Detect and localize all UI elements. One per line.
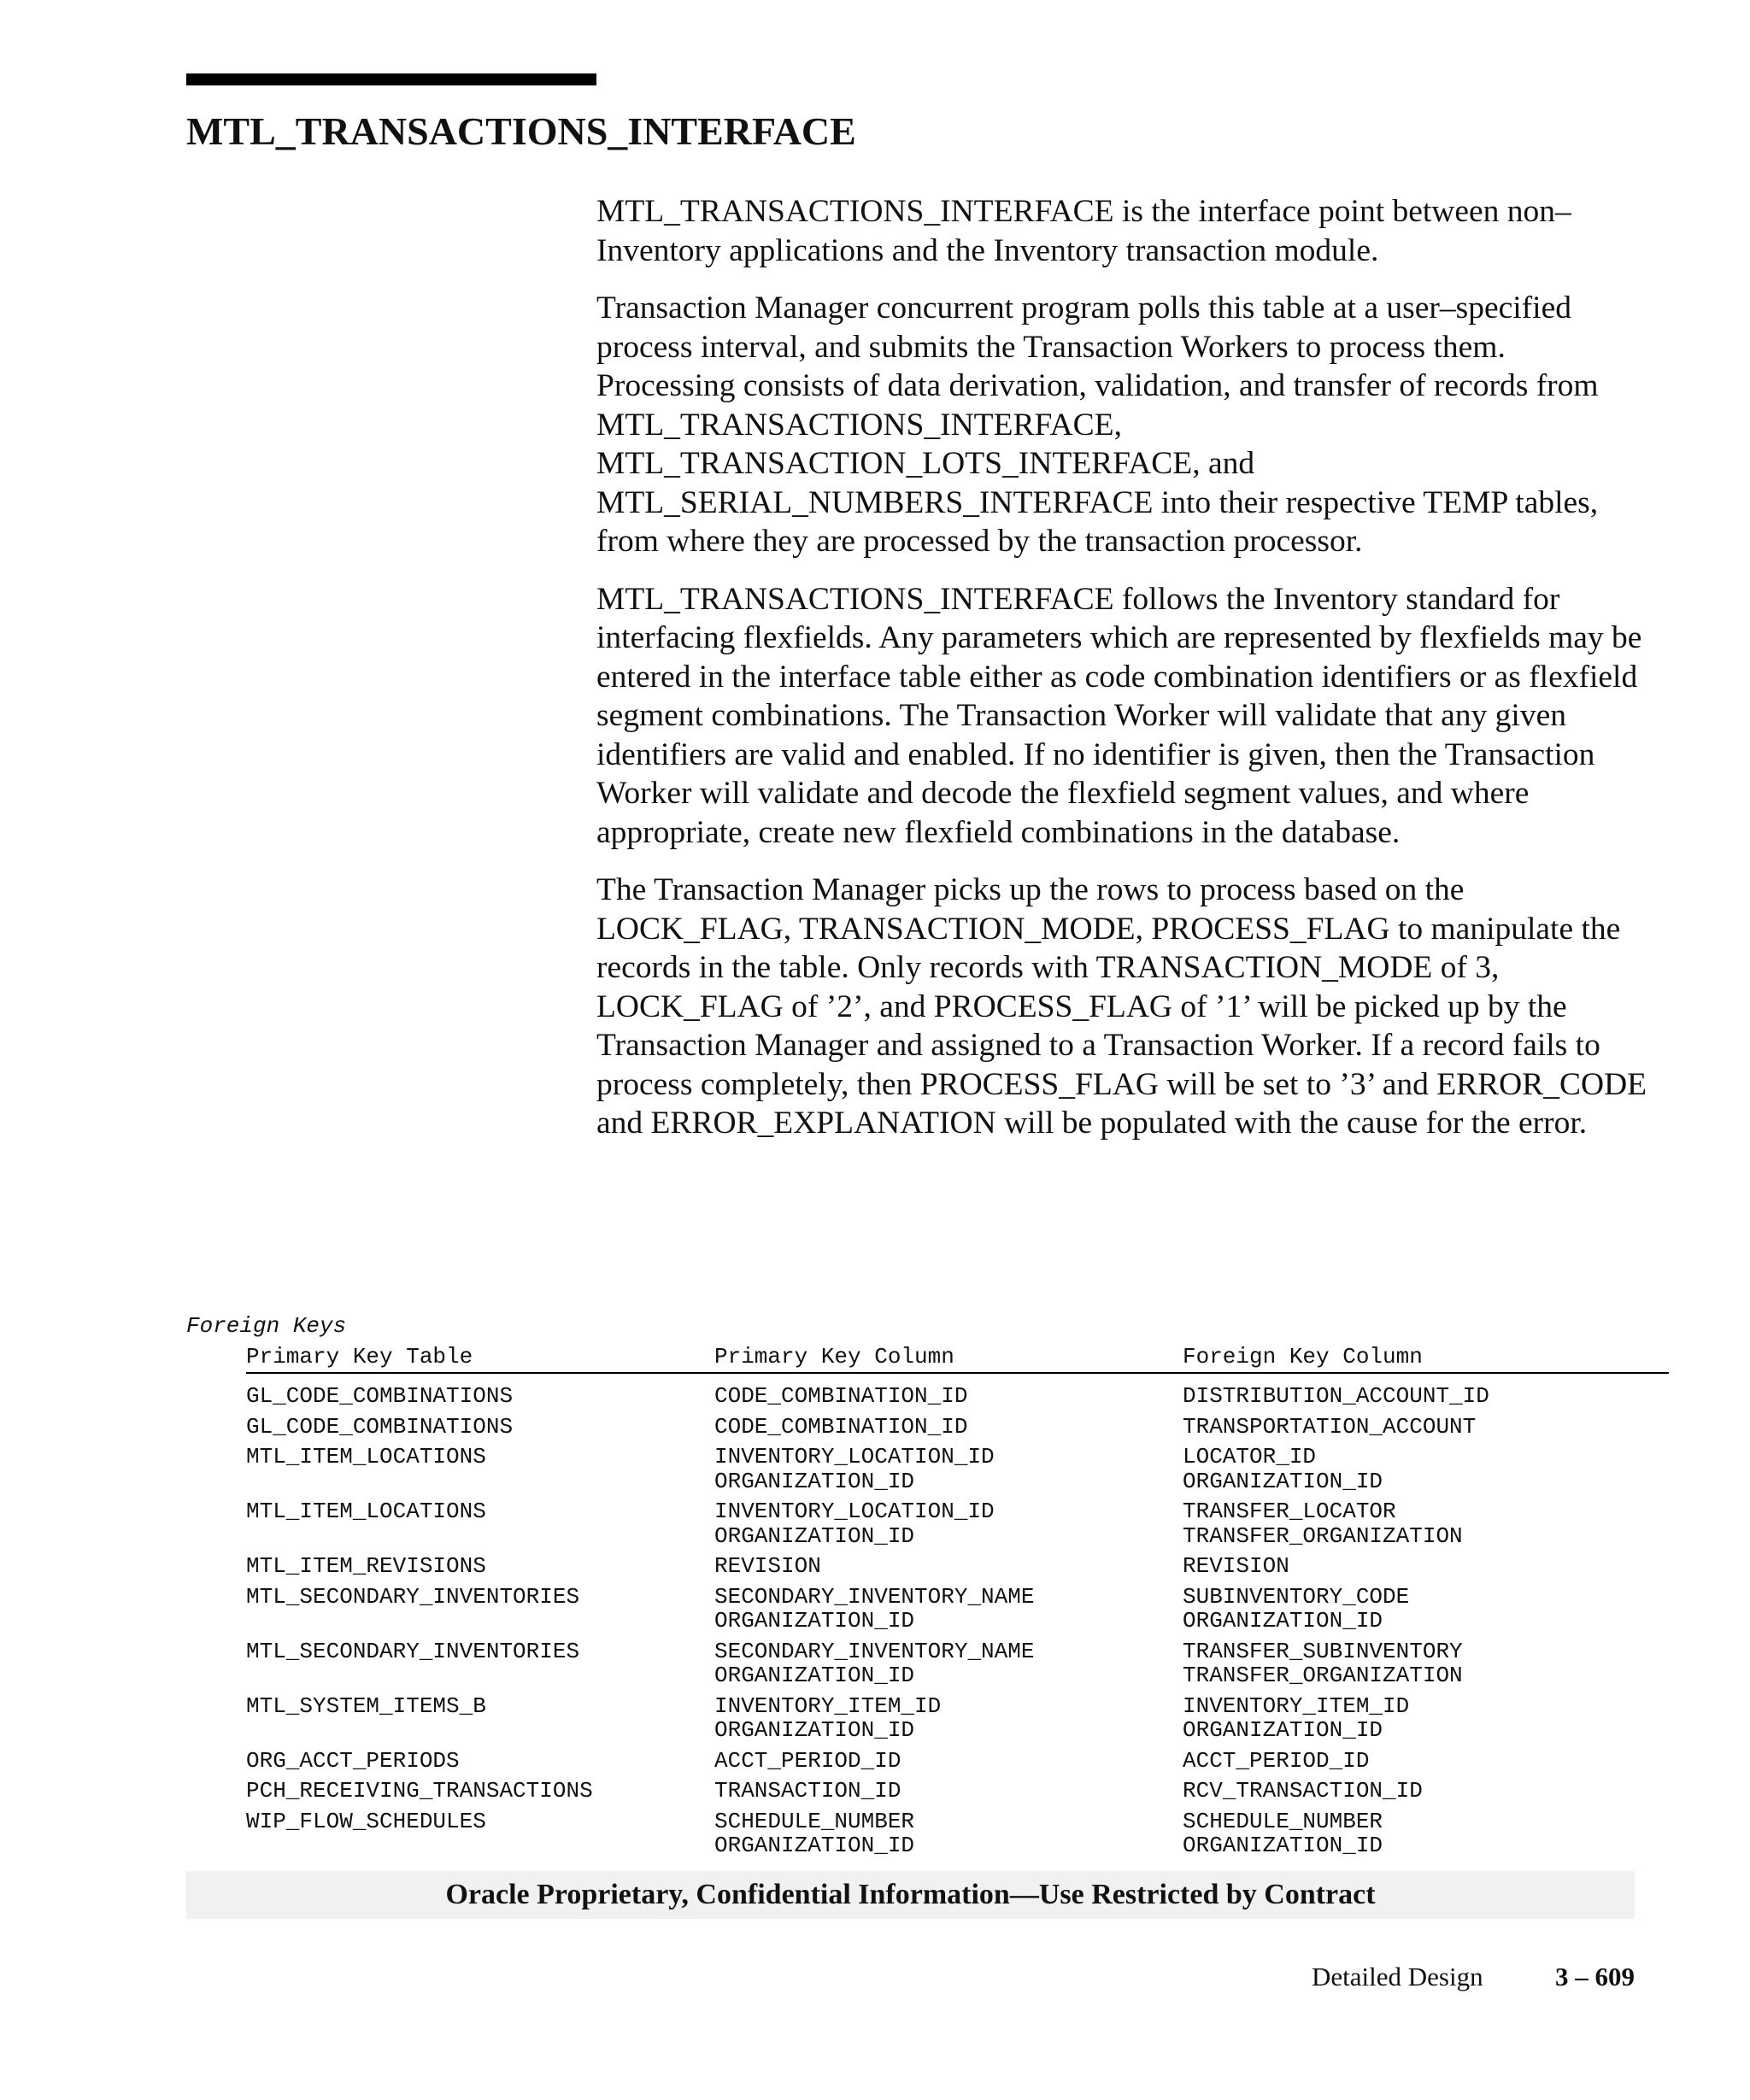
column-name: TRANSACTION_ID [714, 1778, 901, 1804]
column-name: ORGANIZATION_ID [714, 1468, 915, 1494]
column-name: SCHEDULE_NUMBER [1183, 1808, 1383, 1834]
cell-primary-key-table [246, 1384, 714, 1409]
cell-foreign-key-column [1183, 1445, 1669, 1493]
column-name: ORGANIZATION_ID [1183, 1717, 1383, 1743]
cell-primary-key-column [714, 1810, 1183, 1858]
cell-primary-key-column [714, 1694, 1183, 1743]
column-name: ORGANIZATION_ID [714, 1717, 915, 1743]
table-name: PCH_RECEIVING_TRANSACTIONS [246, 1778, 593, 1804]
column-name: INVENTORY_ITEM_ID [1183, 1692, 1410, 1719]
table-row [246, 1554, 1669, 1579]
cell-primary-key-table [246, 1640, 714, 1688]
header-primary-key-column: Primary Key Column [714, 1344, 954, 1370]
foreign-keys-header-row [246, 1341, 1669, 1374]
table-row [246, 1384, 1669, 1409]
table-name: GL_CODE_COMBINATIONS [246, 1383, 514, 1409]
table-row [246, 1640, 1669, 1688]
column-name: RCV_TRANSACTION_ID [1183, 1778, 1423, 1804]
table-name: MTL_SECONDARY_INVENTORIES [246, 1638, 580, 1664]
description-body [596, 192, 1647, 1162]
section-top-rule [186, 73, 596, 85]
cell-primary-key-column [714, 1499, 1183, 1548]
column-name: INVENTORY_LOCATION_ID [714, 1444, 995, 1469]
column-name: TRANSPORTATION_ACCOUNT [1183, 1413, 1477, 1440]
column-name: TRANSFER_ORGANIZATION [1183, 1522, 1463, 1549]
cell-primary-key-column [714, 1779, 1183, 1804]
table-row [246, 1749, 1669, 1774]
cell-foreign-key-column [1183, 1640, 1669, 1688]
cell-primary-key-table [246, 1415, 714, 1440]
footer-section-name: Detailed Design [1312, 1962, 1483, 1991]
column-name: ACCT_PERIOD_ID [1183, 1747, 1370, 1774]
cell-primary-key-column [714, 1640, 1183, 1688]
column-name: SECONDARY_INVENTORY_NAME [714, 1583, 1035, 1610]
cell-foreign-key-column [1183, 1499, 1669, 1548]
header-primary-key-table: Primary Key Table [246, 1344, 473, 1370]
cell-primary-key-column [714, 1749, 1183, 1774]
cell-foreign-key-column [1183, 1585, 1669, 1634]
table-row [246, 1415, 1669, 1440]
column-name: SECONDARY_INVENTORY_NAME [714, 1638, 1035, 1664]
paragraph-2: Transaction Manager concurrent program polls this table at a user–specified process interval, and submits the Transaction Workers to process them. Processing consists of data derivation, validation, and transfer of records from MTL_TRANSACTIONS_INTERFACE, MTL_TRANSACTION_LOTS_INTERFACE, and MTL_SERIAL_NUMBERS_INTERFACE into their respective TEMP tables, from where they are processed by the transaction processor. [596, 290, 1599, 559]
table-row [246, 1694, 1669, 1743]
column-name: INVENTORY_LOCATION_ID [714, 1499, 995, 1524]
column-name: ORGANIZATION_ID [714, 1663, 915, 1688]
cell-primary-key-column [714, 1554, 1183, 1579]
table-row [246, 1445, 1669, 1493]
confidentiality-notice: Oracle Proprietary, Confidential Information––Use Restricted by Contract [186, 1871, 1635, 1919]
table-row [246, 1779, 1669, 1804]
table-name: MTL_SYSTEM_ITEMS_B [246, 1692, 486, 1719]
table-row [246, 1585, 1669, 1634]
column-name: ORGANIZATION_ID [1183, 1608, 1383, 1634]
cell-primary-key-table [246, 1585, 714, 1634]
column-name: ORGANIZATION_ID [714, 1833, 915, 1858]
column-name: ACCT_PERIOD_ID [714, 1747, 901, 1774]
foreign-keys-caption: Foreign Keys [186, 1313, 347, 1339]
column-name: CODE_COMBINATION_ID [714, 1383, 968, 1409]
cell-primary-key-table [246, 1445, 714, 1493]
column-name: CODE_COMBINATION_ID [714, 1413, 968, 1440]
paragraph-1: MTL_TRANSACTIONS_INTERFACE is the interface point between non– Inventory applications and the Inventory transaction module. [596, 194, 1571, 268]
column-name: TRANSFER_LOCATOR [1183, 1499, 1396, 1524]
cell-foreign-key-column [1183, 1384, 1669, 1409]
foreign-keys-table [246, 1341, 1669, 1864]
column-name: REVISION [1183, 1553, 1289, 1579]
cell-primary-key-column [714, 1415, 1183, 1440]
column-name: TRANSFER_ORGANIZATION [1183, 1663, 1463, 1688]
cell-primary-key-table [246, 1779, 714, 1804]
cell-primary-key-table [246, 1499, 714, 1548]
cell-primary-key-column [714, 1445, 1183, 1493]
section-title: MTL_TRANSACTIONS_INTERFACE [186, 109, 856, 153]
cell-primary-key-table [246, 1810, 714, 1858]
table-row [246, 1499, 1669, 1548]
cell-foreign-key-column [1183, 1810, 1669, 1858]
paragraph-3: MTL_TRANSACTIONS_INTERFACE follows the Inventory standard for interfacing flexfields. Any parameters which are represented by flexfields may be entered in the interface table either as code combination identifiers or as flexfield segment combinations. The Transaction Worker will validate that any given identifiers are valid and enabled. If no identifier is given, then the Transaction Worker will validate and decode the flexfield segment values, and where appropriate, create new flexfield combinations in the database. [596, 581, 1642, 850]
table-name: MTL_SECONDARY_INVENTORIES [246, 1583, 580, 1610]
column-name: REVISION [714, 1553, 821, 1579]
cell-foreign-key-column [1183, 1749, 1669, 1774]
cell-foreign-key-column [1183, 1415, 1669, 1440]
column-name: ORGANIZATION_ID [714, 1608, 915, 1634]
cell-foreign-key-column [1183, 1694, 1669, 1743]
column-name: ORGANIZATION_ID [1183, 1833, 1383, 1858]
column-name: SCHEDULE_NUMBER [714, 1808, 915, 1834]
table-name: GL_CODE_COMBINATIONS [246, 1413, 514, 1440]
table-row [246, 1810, 1669, 1858]
table-name: MTL_ITEM_LOCATIONS [246, 1444, 486, 1469]
column-name: ORGANIZATION_ID [1183, 1468, 1383, 1494]
footer-page-number: 3 – 609 [1555, 1962, 1635, 1991]
table-name: ORG_ACCT_PERIODS [246, 1747, 460, 1774]
table-name: MTL_ITEM_REVISIONS [246, 1553, 486, 1579]
column-name: INVENTORY_ITEM_ID [714, 1692, 942, 1719]
cell-primary-key-column [714, 1384, 1183, 1409]
header-foreign-key-column: Foreign Key Column [1183, 1344, 1423, 1370]
cell-foreign-key-column [1183, 1554, 1669, 1579]
cell-primary-key-table [246, 1554, 714, 1579]
foreign-keys-body [246, 1384, 1669, 1858]
cell-primary-key-column [714, 1585, 1183, 1634]
column-name: DISTRIBUTION_ACCOUNT_ID [1183, 1383, 1489, 1409]
cell-primary-key-table [246, 1694, 714, 1743]
column-name: ORGANIZATION_ID [714, 1522, 915, 1549]
column-name: LOCATOR_ID [1183, 1444, 1317, 1469]
table-name: WIP_FLOW_SCHEDULES [246, 1808, 486, 1834]
column-name: SUBINVENTORY_CODE [1183, 1583, 1410, 1610]
column-name: TRANSFER_SUBINVENTORY [1183, 1638, 1463, 1664]
table-name: MTL_ITEM_LOCATIONS [246, 1499, 486, 1524]
cell-primary-key-table [246, 1749, 714, 1774]
cell-foreign-key-column [1183, 1779, 1669, 1804]
paragraph-4: The Transaction Manager picks up the rows to process based on the LOCK_FLAG, TRANSACTION_MODE, PROCESS_FLAG to manipulate the records in the table. Only records with TRANSACTION_MODE of 3, LOCK_FLAG of ’2’, and PROCESS_FLAG of ’1’ will be picked up by the Transaction Manager and assigned to a Transaction Worker. If a record fails to process completely, then PROCESS_FLAG will be set to ’3’ and ERROR_CODE and ERROR_EXPLANATION will be populated with the cause for the error. [596, 872, 1647, 1141]
